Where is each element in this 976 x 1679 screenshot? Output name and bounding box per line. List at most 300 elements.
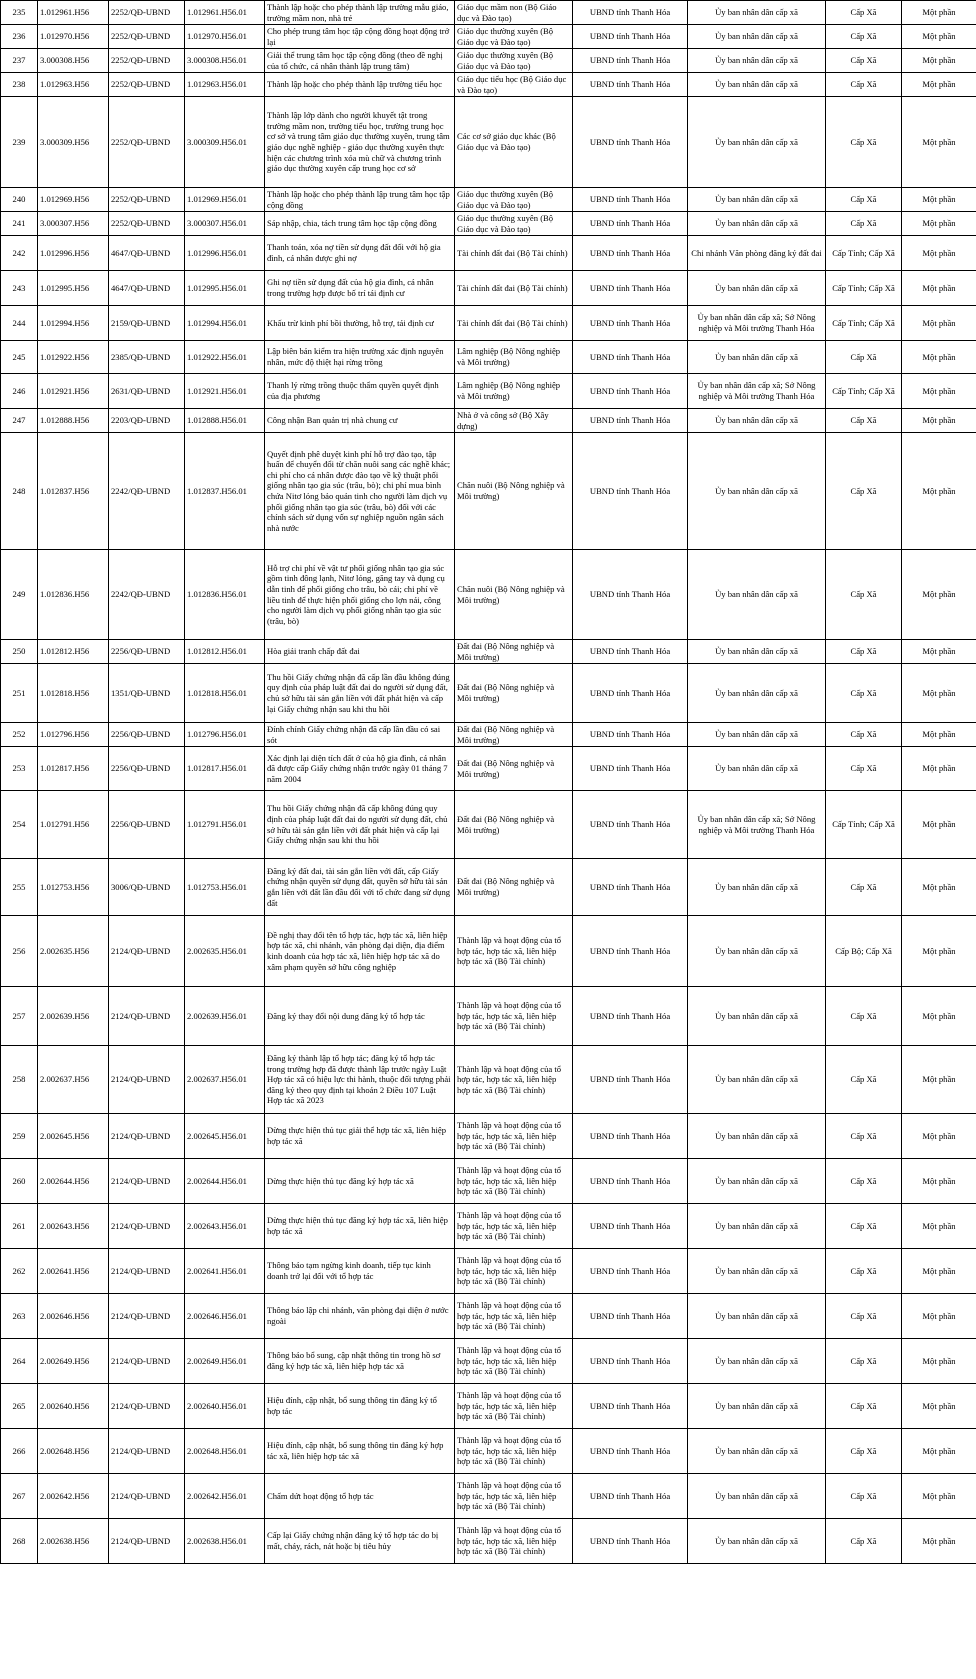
cell-stt: 257 xyxy=(1,987,38,1046)
cell-decision-number: 2242/QĐ-UBND xyxy=(109,550,185,640)
cell-decision-number: 2124/QĐ-UBND xyxy=(109,1159,185,1204)
cell-procedure-name: Đăng ký đất đai, tài sản gắn liền với đất, cấp Giấy chứng nhận quyền sử dụng đất, quyền sở hữu tài sản gắn liền với đất lần đầu đối với tổ chức đang sử dụng đất xyxy=(265,859,455,916)
cell-stt: 245 xyxy=(1,341,38,374)
cell-procedure-code: 3.000307.H56 xyxy=(38,212,109,236)
cell-decision-number: 2631/QĐ-UBND xyxy=(109,374,185,409)
cell-scope: Một phần xyxy=(902,1339,976,1384)
cell-decision-number: 2159/QĐ-UBND xyxy=(109,306,185,341)
cell-scope: Một phần xyxy=(902,723,976,747)
cell-level: Cấp Xã xyxy=(826,664,902,723)
cell-procedure-detail-code: 1.012996.H56.01 xyxy=(185,236,265,271)
cell-issuing-unit: UBND tỉnh Thanh Hóa xyxy=(573,374,688,409)
table-row xyxy=(1,859,976,916)
cell-scope: Một phần xyxy=(902,791,976,859)
cell-procedure-detail-code: 2.002641.H56.01 xyxy=(185,1249,265,1294)
cell-procedure-code: 1.012963.H56 xyxy=(38,73,109,97)
cell-level: Cấp Xã xyxy=(826,1046,902,1114)
cell-implementing-agency: Ủy ban nhân dân cấp xã xyxy=(688,188,826,212)
cell-stt: 261 xyxy=(1,1204,38,1249)
cell-procedure-code: 2.002642.H56 xyxy=(38,1474,109,1519)
cell-scope: Một phần xyxy=(902,374,976,409)
cell-level: Cấp Xã xyxy=(826,341,902,374)
cell-issuing-unit: UBND tỉnh Thanh Hóa xyxy=(573,212,688,236)
cell-procedure-detail-code: 1.012963.H56.01 xyxy=(185,73,265,97)
cell-implementing-agency: Ủy ban nhân dân cấp xã xyxy=(688,97,826,188)
cell-stt: 258 xyxy=(1,1046,38,1114)
cell-implementing-agency: Chi nhánh Văn phòng đăng ký đất đai xyxy=(688,236,826,271)
cell-procedure-code: 1.012996.H56 xyxy=(38,236,109,271)
cell-procedure-name: Dừng thực hiện thủ tục đăng ký hợp tác xã, liên hiệp hợp tác xã xyxy=(265,1204,455,1249)
cell-implementing-agency: Ủy ban nhân dân cấp xã xyxy=(688,916,826,987)
cell-scope: Một phần xyxy=(902,664,976,723)
cell-scope: Một phần xyxy=(902,987,976,1046)
cell-procedure-name: Hòa giải tranh chấp đất đai xyxy=(265,640,455,664)
cell-stt: 253 xyxy=(1,747,38,791)
cell-decision-number: 4647/QĐ-UBND xyxy=(109,236,185,271)
cell-issuing-unit: UBND tỉnh Thanh Hóa xyxy=(573,409,688,433)
cell-field: Thành lập và hoạt động của tổ hợp tác, hợp tác xã, liên hiệp hợp tác xã (Bộ Tài chính) xyxy=(455,1429,573,1474)
cell-level: Cấp Tỉnh; Cấp Xã xyxy=(826,791,902,859)
cell-procedure-code: 1.012969.H56 xyxy=(38,188,109,212)
cell-procedure-code: 1.012817.H56 xyxy=(38,747,109,791)
cell-stt: 260 xyxy=(1,1159,38,1204)
cell-field: Đất đai (Bộ Nông nghiệp và Môi trường) xyxy=(455,791,573,859)
table-row xyxy=(1,550,976,640)
cell-decision-number: 2252/QĐ-UBND xyxy=(109,97,185,188)
cell-field: Giáo dục tiểu học (Bộ Giáo dục và Đào tạo) xyxy=(455,73,573,97)
cell-procedure-name: Thành lập hoặc cho phép thành lập trường mẫu giáo, trường mầm non, nhà trẻ xyxy=(265,1,455,25)
cell-procedure-detail-code: 1.012921.H56.01 xyxy=(185,374,265,409)
cell-stt: 243 xyxy=(1,271,38,306)
table-row xyxy=(1,374,976,409)
table-row xyxy=(1,723,976,747)
cell-procedure-name: Công nhận Ban quản trị nhà chung cư xyxy=(265,409,455,433)
cell-procedure-name: Lập biên bản kiểm tra hiện trường xác định nguyên nhân, mức độ thiệt hại rừng trồng xyxy=(265,341,455,374)
cell-decision-number: 2124/QĐ-UBND xyxy=(109,1384,185,1429)
cell-scope: Một phần xyxy=(902,49,976,73)
cell-field: Thành lập và hoạt động của tổ hợp tác, hợp tác xã, liên hiệp hợp tác xã (Bộ Tài chính) xyxy=(455,916,573,987)
cell-stt: 259 xyxy=(1,1114,38,1159)
cell-issuing-unit: UBND tỉnh Thanh Hóa xyxy=(573,236,688,271)
cell-procedure-name: Dừng thực hiện thủ tục đăng ký hợp tác xã xyxy=(265,1159,455,1204)
cell-procedure-code: 2.002645.H56 xyxy=(38,1114,109,1159)
cell-scope: Một phần xyxy=(902,306,976,341)
cell-procedure-detail-code: 1.012837.H56.01 xyxy=(185,433,265,550)
cell-issuing-unit: UBND tỉnh Thanh Hóa xyxy=(573,1046,688,1114)
cell-implementing-agency: Ủy ban nhân dân cấp xã; Sở Nông nghiệp và Môi trường Thanh Hóa xyxy=(688,791,826,859)
cell-issuing-unit: UBND tỉnh Thanh Hóa xyxy=(573,1204,688,1249)
cell-stt: 242 xyxy=(1,236,38,271)
cell-scope: Một phần xyxy=(902,236,976,271)
cell-issuing-unit: UBND tỉnh Thanh Hóa xyxy=(573,1159,688,1204)
cell-procedure-name: Đính chính Giấy chứng nhận đã cấp lần đầu có sai sót xyxy=(265,723,455,747)
cell-scope: Một phần xyxy=(902,550,976,640)
cell-implementing-agency: Ủy ban nhân dân cấp xã xyxy=(688,1114,826,1159)
table-row xyxy=(1,1474,976,1519)
cell-stt: 240 xyxy=(1,188,38,212)
cell-level: Cấp Tỉnh; Cấp Xã xyxy=(826,271,902,306)
cell-procedure-code: 2.002640.H56 xyxy=(38,1384,109,1429)
cell-field: Tài chính đất đai (Bộ Tài chính) xyxy=(455,306,573,341)
cell-procedure-detail-code: 1.012812.H56.01 xyxy=(185,640,265,664)
cell-decision-number: 2256/QĐ-UBND xyxy=(109,747,185,791)
cell-scope: Một phần xyxy=(902,1,976,25)
cell-procedure-detail-code: 2.002648.H56.01 xyxy=(185,1429,265,1474)
table-row xyxy=(1,1429,976,1474)
cell-stt: 246 xyxy=(1,374,38,409)
cell-stt: 244 xyxy=(1,306,38,341)
cell-implementing-agency: Ủy ban nhân dân cấp xã xyxy=(688,1339,826,1384)
cell-implementing-agency: Ủy ban nhân dân cấp xã xyxy=(688,747,826,791)
cell-decision-number: 2256/QĐ-UBND xyxy=(109,640,185,664)
cell-scope: Một phần xyxy=(902,341,976,374)
cell-field: Giáo dục thường xuyên (Bộ Giáo dục và Đào tạo) xyxy=(455,188,573,212)
cell-stt: 238 xyxy=(1,73,38,97)
cell-decision-number: 2124/QĐ-UBND xyxy=(109,1339,185,1384)
cell-issuing-unit: UBND tỉnh Thanh Hóa xyxy=(573,1519,688,1564)
cell-stt: 262 xyxy=(1,1249,38,1294)
cell-stt: 252 xyxy=(1,723,38,747)
cell-stt: 236 xyxy=(1,25,38,49)
cell-procedure-code: 2.002644.H56 xyxy=(38,1159,109,1204)
cell-procedure-name: Thành lập hoặc cho phép thành lập trường tiểu học xyxy=(265,73,455,97)
cell-stt: 247 xyxy=(1,409,38,433)
cell-decision-number: 2124/QĐ-UBND xyxy=(109,1474,185,1519)
table-row xyxy=(1,25,976,49)
cell-field: Lâm nghiệp (Bộ Nông nghiệp và Môi trường) xyxy=(455,374,573,409)
cell-procedure-detail-code: 1.012961.H56.01 xyxy=(185,1,265,25)
cell-scope: Một phần xyxy=(902,271,976,306)
cell-procedure-detail-code: 2.002635.H56.01 xyxy=(185,916,265,987)
cell-procedure-name: Thành lập lớp dành cho người khuyết tật trong trường mầm non, trường tiểu học, trường trung học cơ sở và trung tâm giáo dục thường xuyên, trung tâm giáo dục nghề nghiệp - giáo dục thường xuyên thực hiện các chương trình xóa mù chữ và chương trình giáo dục thường xuyên cấp trung học cơ sở xyxy=(265,97,455,188)
cell-stt: 256 xyxy=(1,916,38,987)
cell-field: Chăn nuôi (Bộ Nông nghiệp và Môi trường) xyxy=(455,550,573,640)
cell-procedure-detail-code: 1.012817.H56.01 xyxy=(185,747,265,791)
cell-stt: 250 xyxy=(1,640,38,664)
cell-procedure-name: Đăng ký thay đổi nội dung đăng ký tổ hợp tác xyxy=(265,987,455,1046)
table-row xyxy=(1,640,976,664)
cell-issuing-unit: UBND tỉnh Thanh Hóa xyxy=(573,1249,688,1294)
cell-field: Tài chính đất đai (Bộ Tài chính) xyxy=(455,236,573,271)
cell-field: Nhà ở và công sở (Bộ Xây dựng) xyxy=(455,409,573,433)
cell-scope: Một phần xyxy=(902,1046,976,1114)
cell-issuing-unit: UBND tỉnh Thanh Hóa xyxy=(573,916,688,987)
cell-procedure-name: Đăng ký thành lập tổ hợp tác; đăng ký tổ hợp tác trong trường hợp đã được thành lập trước ngày Luật Hợp tác xã có hiệu lực thi hành, thuộc đối tượng phải đăng ký theo quy định tại khoản 2 Điều 107 Luật Hợp tác xã 2023 xyxy=(265,1046,455,1114)
cell-field: Đất đai (Bộ Nông nghiệp và Môi trường) xyxy=(455,640,573,664)
cell-procedure-name: Dừng thực hiện thủ tục giải thể hợp tác xã, liên hiệp hợp tác xã xyxy=(265,1114,455,1159)
cell-procedure-detail-code: 2.002639.H56.01 xyxy=(185,987,265,1046)
table-row xyxy=(1,306,976,341)
cell-decision-number: 2124/QĐ-UBND xyxy=(109,1204,185,1249)
cell-procedure-code: 1.012791.H56 xyxy=(38,791,109,859)
cell-decision-number: 4647/QĐ-UBND xyxy=(109,271,185,306)
cell-level: Cấp Tỉnh; Cấp Xã xyxy=(826,236,902,271)
cell-issuing-unit: UBND tỉnh Thanh Hóa xyxy=(573,25,688,49)
cell-scope: Một phần xyxy=(902,212,976,236)
cell-stt: 265 xyxy=(1,1384,38,1429)
cell-procedure-code: 1.012970.H56 xyxy=(38,25,109,49)
cell-procedure-code: 2.002641.H56 xyxy=(38,1249,109,1294)
cell-decision-number: 2256/QĐ-UBND xyxy=(109,723,185,747)
cell-procedure-code: 2.002638.H56 xyxy=(38,1519,109,1564)
cell-implementing-agency: Ủy ban nhân dân cấp xã xyxy=(688,25,826,49)
cell-stt: 267 xyxy=(1,1474,38,1519)
cell-stt: 263 xyxy=(1,1294,38,1339)
cell-procedure-detail-code: 2.002649.H56.01 xyxy=(185,1339,265,1384)
cell-decision-number: 2124/QĐ-UBND xyxy=(109,1046,185,1114)
cell-decision-number: 2203/QĐ-UBND xyxy=(109,409,185,433)
cell-implementing-agency: Ủy ban nhân dân cấp xã xyxy=(688,1519,826,1564)
table-row xyxy=(1,1519,976,1564)
table-row xyxy=(1,1114,976,1159)
cell-implementing-agency: Ủy ban nhân dân cấp xã xyxy=(688,664,826,723)
cell-procedure-detail-code: 1.012818.H56.01 xyxy=(185,664,265,723)
cell-level: Cấp Xã xyxy=(826,1114,902,1159)
cell-level: Cấp Xã xyxy=(826,1519,902,1564)
table-row xyxy=(1,1204,976,1249)
cell-stt: 249 xyxy=(1,550,38,640)
cell-procedure-code: 1.012961.H56 xyxy=(38,1,109,25)
cell-issuing-unit: UBND tỉnh Thanh Hóa xyxy=(573,1339,688,1384)
cell-issuing-unit: UBND tỉnh Thanh Hóa xyxy=(573,49,688,73)
cell-decision-number: 2124/QĐ-UBND xyxy=(109,987,185,1046)
cell-procedure-detail-code: 1.012796.H56.01 xyxy=(185,723,265,747)
cell-implementing-agency: Ủy ban nhân dân cấp xã xyxy=(688,49,826,73)
cell-procedure-code: 2.002635.H56 xyxy=(38,916,109,987)
cell-decision-number: 2124/QĐ-UBND xyxy=(109,1294,185,1339)
cell-procedure-code: 1.012922.H56 xyxy=(38,341,109,374)
cell-decision-number: 2252/QĐ-UBND xyxy=(109,212,185,236)
cell-procedure-code: 1.012753.H56 xyxy=(38,859,109,916)
cell-procedure-code: 2.002643.H56 xyxy=(38,1204,109,1249)
cell-issuing-unit: UBND tỉnh Thanh Hóa xyxy=(573,306,688,341)
cell-scope: Một phần xyxy=(902,1429,976,1474)
cell-procedure-detail-code: 1.012970.H56.01 xyxy=(185,25,265,49)
table-row xyxy=(1,212,976,236)
cell-implementing-agency: Ủy ban nhân dân cấp xã xyxy=(688,1249,826,1294)
cell-issuing-unit: UBND tỉnh Thanh Hóa xyxy=(573,97,688,188)
cell-issuing-unit: UBND tỉnh Thanh Hóa xyxy=(573,550,688,640)
cell-level: Cấp Xã xyxy=(826,73,902,97)
table-row xyxy=(1,409,976,433)
cell-decision-number: 2124/QĐ-UBND xyxy=(109,1249,185,1294)
cell-implementing-agency: Ủy ban nhân dân cấp xã xyxy=(688,212,826,236)
cell-issuing-unit: UBND tỉnh Thanh Hóa xyxy=(573,188,688,212)
cell-implementing-agency: Ủy ban nhân dân cấp xã xyxy=(688,1474,826,1519)
cell-decision-number: 2252/QĐ-UBND xyxy=(109,25,185,49)
cell-implementing-agency: Ủy ban nhân dân cấp xã xyxy=(688,1429,826,1474)
table-row xyxy=(1,236,976,271)
cell-scope: Một phần xyxy=(902,859,976,916)
cell-implementing-agency: Ủy ban nhân dân cấp xã xyxy=(688,1159,826,1204)
cell-scope: Một phần xyxy=(902,916,976,987)
cell-issuing-unit: UBND tỉnh Thanh Hóa xyxy=(573,271,688,306)
cell-decision-number: 2124/QĐ-UBND xyxy=(109,1114,185,1159)
table-row xyxy=(1,987,976,1046)
cell-procedure-detail-code: 1.012836.H56.01 xyxy=(185,550,265,640)
cell-field: Lâm nghiệp (Bộ Nông nghiệp và Môi trường) xyxy=(455,341,573,374)
cell-issuing-unit: UBND tỉnh Thanh Hóa xyxy=(573,791,688,859)
cell-field: Thành lập và hoạt động của tổ hợp tác, hợp tác xã, liên hiệp hợp tác xã (Bộ Tài chính) xyxy=(455,1384,573,1429)
cell-stt: 264 xyxy=(1,1339,38,1384)
cell-field: Đất đai (Bộ Nông nghiệp và Môi trường) xyxy=(455,859,573,916)
cell-procedure-code: 2.002648.H56 xyxy=(38,1429,109,1474)
cell-procedure-name: Thanh toán, xóa nợ tiền sử dụng đất đối với hộ gia đình, cá nhân được ghi nợ xyxy=(265,236,455,271)
cell-issuing-unit: UBND tỉnh Thanh Hóa xyxy=(573,433,688,550)
cell-field: Giáo dục mầm non (Bộ Giáo dục và Đào tạo) xyxy=(455,1,573,25)
cell-procedure-name: Thông báo lập chi nhánh, văn phòng đại diện ở nước ngoài xyxy=(265,1294,455,1339)
cell-field: Thành lập và hoạt động của tổ hợp tác, hợp tác xã, liên hiệp hợp tác xã (Bộ Tài chính) xyxy=(455,1114,573,1159)
cell-procedure-name: Thanh lý rừng trồng thuộc thẩm quyền quyết định của địa phương xyxy=(265,374,455,409)
cell-procedure-name: Thông báo tạm ngừng kinh doanh, tiếp tục kinh doanh trở lại đối với tổ hợp tác xyxy=(265,1249,455,1294)
cell-procedure-name: Ghi nợ tiền sử dụng đất của hộ gia đình, cá nhân trong trường hợp được bố trí tái định cư xyxy=(265,271,455,306)
cell-implementing-agency: Ủy ban nhân dân cấp xã xyxy=(688,433,826,550)
cell-procedure-code: 1.012837.H56 xyxy=(38,433,109,550)
cell-procedure-code: 1.012921.H56 xyxy=(38,374,109,409)
cell-procedure-name: Đề nghị thay đổi tên tổ hợp tác, hợp tác xã, liên hiệp hợp tác xã, chi nhánh, văn phòng đại diện, địa điểm kinh doanh của hợp tác xã, liên hiệp hợp tác xã do xâm phạm quyền sở hữu công nghiệp xyxy=(265,916,455,987)
cell-stt: 266 xyxy=(1,1429,38,1474)
cell-level: Cấp Xã xyxy=(826,409,902,433)
cell-procedure-name: Khấu trừ kinh phí bồi thường, hỗ trợ, tái định cư xyxy=(265,306,455,341)
cell-scope: Một phần xyxy=(902,1474,976,1519)
cell-level: Cấp Xã xyxy=(826,550,902,640)
cell-field: Giáo dục thường xuyên (Bộ Giáo dục và Đào tạo) xyxy=(455,25,573,49)
cell-decision-number: 2252/QĐ-UBND xyxy=(109,1,185,25)
table-row xyxy=(1,1,976,25)
cell-level: Cấp Xã xyxy=(826,433,902,550)
cell-procedure-name: Hỗ trợ chi phí về vật tư phối giống nhân tạo gia súc gồm tinh đông lạnh, Nitơ lỏng, găng tay và dụng cụ dẫn tinh để phối giống cho trâu, bò cái; chi phí về liều tinh để thực hiện phối giống cho lợn nái, công cho người làm dịch vụ phối giống nhân tạo gia súc (trâu, bò) xyxy=(265,550,455,640)
cell-level: Cấp Bộ; Cấp Xã xyxy=(826,916,902,987)
cell-implementing-agency: Ủy ban nhân dân cấp xã xyxy=(688,409,826,433)
cell-decision-number: 2124/QĐ-UBND xyxy=(109,1519,185,1564)
table-row xyxy=(1,664,976,723)
cell-stt: 251 xyxy=(1,664,38,723)
cell-scope: Một phần xyxy=(902,409,976,433)
cell-procedure-code: 1.012812.H56 xyxy=(38,640,109,664)
cell-decision-number: 3006/QĐ-UBND xyxy=(109,859,185,916)
cell-procedure-detail-code: 2.002638.H56.01 xyxy=(185,1519,265,1564)
cell-issuing-unit: UBND tỉnh Thanh Hóa xyxy=(573,987,688,1046)
cell-field: Thành lập và hoạt động của tổ hợp tác, hợp tác xã, liên hiệp hợp tác xã (Bộ Tài chính) xyxy=(455,1249,573,1294)
cell-issuing-unit: UBND tỉnh Thanh Hóa xyxy=(573,1474,688,1519)
cell-field: Giáo dục thường xuyên (Bộ Giáo dục và Đào tạo) xyxy=(455,49,573,73)
cell-procedure-name: Quyết định phê duyệt kinh phí hỗ trợ đào tạo, tập huấn để chuyển đổi từ chăn nuôi sang các nghề khác; chi phí cho cá nhân được đào tạo về kỹ thuật phối giống nhân tạo gia súc (trâu, bò); chi phí mua bình chứa Nitơ lỏng bảo quản tinh cho người làm dịch vụ phối giống nhân tạo gia súc (trâu, bò) đối với các chính sách sử dụng vốn sự nghiệp nguồn ngân sách nhà nước xyxy=(265,433,455,550)
table-row xyxy=(1,1384,976,1429)
cell-decision-number: 2385/QĐ-UBND xyxy=(109,341,185,374)
table-row xyxy=(1,433,976,550)
cell-implementing-agency: Ủy ban nhân dân cấp xã xyxy=(688,1,826,25)
cell-scope: Một phần xyxy=(902,25,976,49)
table-row xyxy=(1,1249,976,1294)
cell-field: Tài chính đất đai (Bộ Tài chính) xyxy=(455,271,573,306)
cell-implementing-agency: Ủy ban nhân dân cấp xã xyxy=(688,987,826,1046)
cell-implementing-agency: Ủy ban nhân dân cấp xã xyxy=(688,1204,826,1249)
cell-procedure-code: 2.002639.H56 xyxy=(38,987,109,1046)
cell-field: Đất đai (Bộ Nông nghiệp và Môi trường) xyxy=(455,723,573,747)
cell-stt: 255 xyxy=(1,859,38,916)
table-row xyxy=(1,1046,976,1114)
cell-field: Thành lập và hoạt động của tổ hợp tác, hợp tác xã, liên hiệp hợp tác xã (Bộ Tài chính) xyxy=(455,1519,573,1564)
table-row xyxy=(1,73,976,97)
cell-procedure-name: Cho phép trung tâm học tập cộng đồng hoạt động trở lại xyxy=(265,25,455,49)
cell-procedure-detail-code: 1.012969.H56.01 xyxy=(185,188,265,212)
cell-decision-number: 2256/QĐ-UBND xyxy=(109,791,185,859)
cell-issuing-unit: UBND tỉnh Thanh Hóa xyxy=(573,341,688,374)
cell-issuing-unit: UBND tỉnh Thanh Hóa xyxy=(573,1429,688,1474)
cell-procedure-name: Hiệu đính, cập nhật, bổ sung thông tin đăng ký tổ hợp tác xyxy=(265,1384,455,1429)
cell-procedure-code: 3.000308.H56 xyxy=(38,49,109,73)
cell-procedure-name: Thành lập hoặc cho phép thành lập trung tâm học tập cộng đồng xyxy=(265,188,455,212)
cell-procedure-name: Giải thể trung tâm học tập cộng đồng (theo đề nghị của tổ chức, cá nhân thành lập trung tâm) xyxy=(265,49,455,73)
cell-procedure-name: Thông báo bổ sung, cập nhật thông tin trong hồ sơ đăng ký hợp tác xã, liên hiệp hợp tác xã xyxy=(265,1339,455,1384)
cell-implementing-agency: Ủy ban nhân dân cấp xã xyxy=(688,341,826,374)
table-body xyxy=(1,1,976,1564)
cell-level: Cấp Xã xyxy=(826,1474,902,1519)
cell-procedure-code: 1.012818.H56 xyxy=(38,664,109,723)
cell-level: Cấp Xã xyxy=(826,49,902,73)
cell-implementing-agency: Ủy ban nhân dân cấp xã; Sở Nông nghiệp và Môi trường Thanh Hóa xyxy=(688,306,826,341)
cell-stt: 237 xyxy=(1,49,38,73)
cell-decision-number: 1351/QĐ-UBND xyxy=(109,664,185,723)
cell-level: Cấp Xã xyxy=(826,1249,902,1294)
cell-level: Cấp Xã xyxy=(826,25,902,49)
cell-scope: Một phần xyxy=(902,433,976,550)
table-row xyxy=(1,1339,976,1384)
cell-level: Cấp Xã xyxy=(826,1204,902,1249)
cell-level: Cấp Xã xyxy=(826,212,902,236)
cell-level: Cấp Xã xyxy=(826,1429,902,1474)
cell-implementing-agency: Ủy ban nhân dân cấp xã xyxy=(688,640,826,664)
cell-procedure-detail-code: 2.002643.H56.01 xyxy=(185,1204,265,1249)
cell-level: Cấp Tỉnh; Cấp Xã xyxy=(826,374,902,409)
cell-scope: Một phần xyxy=(902,188,976,212)
cell-implementing-agency: Ủy ban nhân dân cấp xã xyxy=(688,1046,826,1114)
cell-scope: Một phần xyxy=(902,747,976,791)
cell-stt: 235 xyxy=(1,1,38,25)
cell-level: Cấp Tỉnh; Cấp Xã xyxy=(826,306,902,341)
cell-level: Cấp Xã xyxy=(826,1339,902,1384)
cell-procedure-detail-code: 1.012791.H56.01 xyxy=(185,791,265,859)
table-row xyxy=(1,1159,976,1204)
cell-implementing-agency: Ủy ban nhân dân cấp xã xyxy=(688,1384,826,1429)
table-row xyxy=(1,341,976,374)
table-row xyxy=(1,747,976,791)
cell-stt: 268 xyxy=(1,1519,38,1564)
cell-field: Thành lập và hoạt động của tổ hợp tác, hợp tác xã, liên hiệp hợp tác xã (Bộ Tài chính) xyxy=(455,1159,573,1204)
cell-procedure-code: 2.002637.H56 xyxy=(38,1046,109,1114)
cell-field: Các cơ sở giáo dục khác (Bộ Giáo dục và Đào tạo) xyxy=(455,97,573,188)
cell-scope: Một phần xyxy=(902,1294,976,1339)
cell-level: Cấp Xã xyxy=(826,188,902,212)
cell-decision-number: 2124/QĐ-UBND xyxy=(109,916,185,987)
cell-procedure-detail-code: 1.012995.H56.01 xyxy=(185,271,265,306)
cell-procedure-detail-code: 2.002644.H56.01 xyxy=(185,1159,265,1204)
cell-issuing-unit: UBND tỉnh Thanh Hóa xyxy=(573,1294,688,1339)
cell-level: Cấp Xã xyxy=(826,1294,902,1339)
table-row xyxy=(1,49,976,73)
cell-scope: Một phần xyxy=(902,1519,976,1564)
cell-implementing-agency: Ủy ban nhân dân cấp xã xyxy=(688,550,826,640)
cell-issuing-unit: UBND tỉnh Thanh Hóa xyxy=(573,723,688,747)
cell-procedure-detail-code: 2.002640.H56.01 xyxy=(185,1384,265,1429)
cell-implementing-agency: Ủy ban nhân dân cấp xã xyxy=(688,73,826,97)
table-row xyxy=(1,188,976,212)
cell-scope: Một phần xyxy=(902,1159,976,1204)
table-row xyxy=(1,1294,976,1339)
cell-issuing-unit: UBND tỉnh Thanh Hóa xyxy=(573,1384,688,1429)
cell-level: Cấp Xã xyxy=(826,1159,902,1204)
cell-field: Thành lập và hoạt động của tổ hợp tác, hợp tác xã, liên hiệp hợp tác xã (Bộ Tài chính) xyxy=(455,1339,573,1384)
